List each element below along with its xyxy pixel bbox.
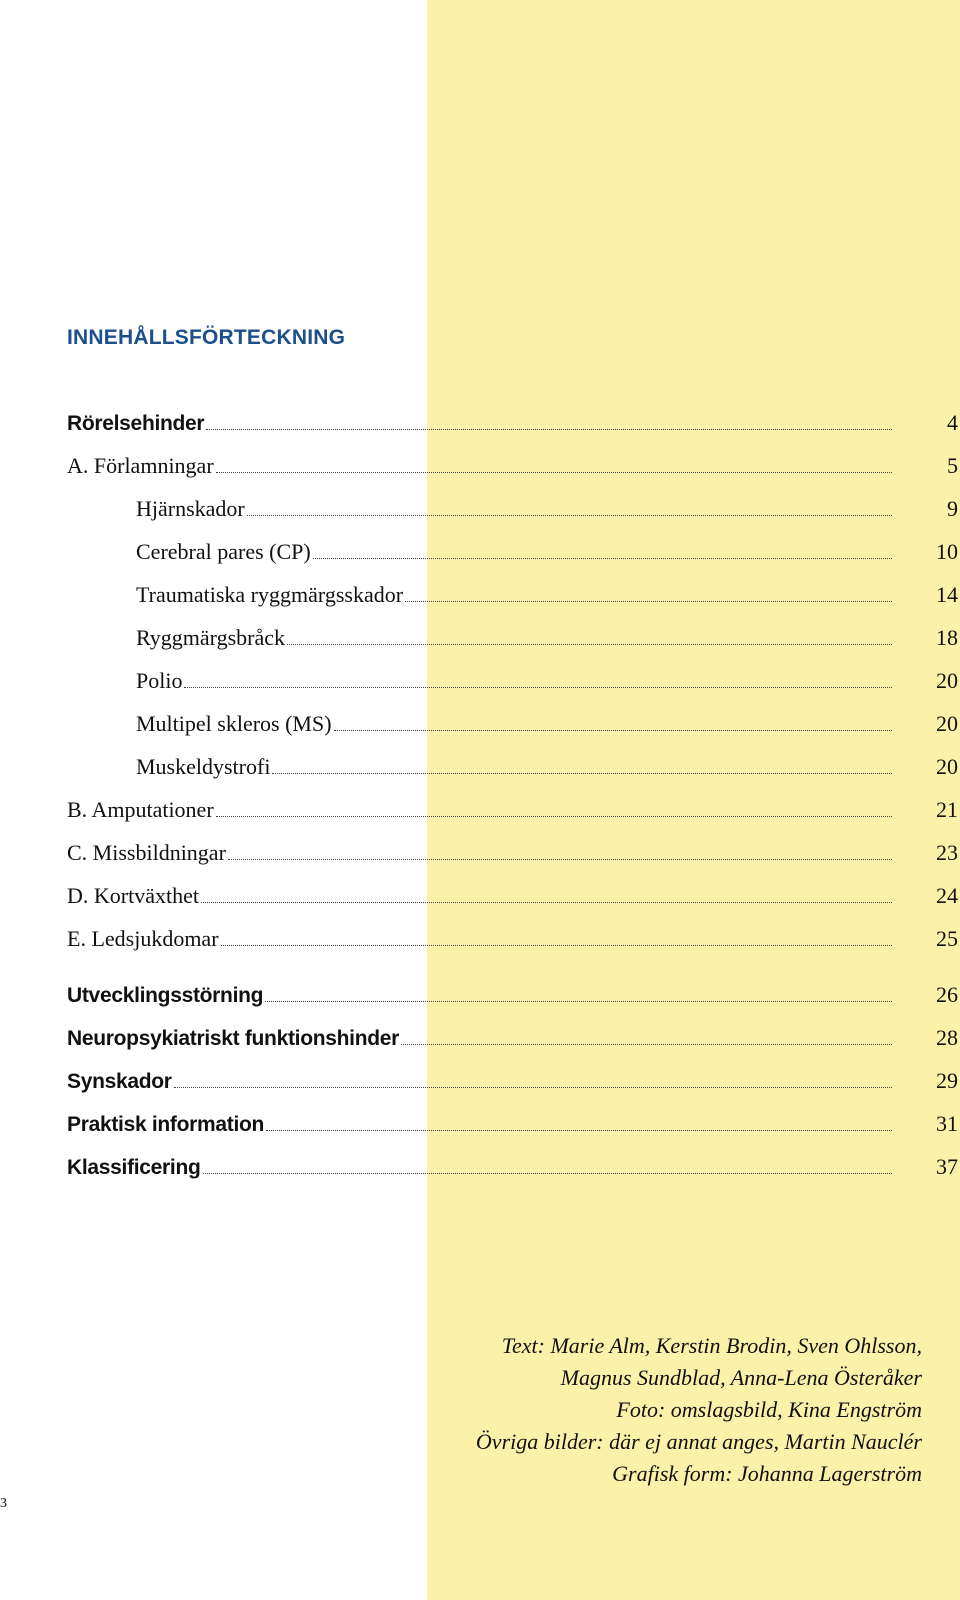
toc-entry-missbildningar[interactable]	[67, 840, 960, 883]
toc-entry-muskeldystrofi[interactable]	[67, 754, 960, 797]
page-number: 3	[0, 1496, 7, 1511]
toc-entry-kortvaxthet[interactable]	[67, 883, 960, 926]
toc-entry-multipel-skleros[interactable]	[67, 711, 960, 754]
toc-dot-leader	[287, 644, 892, 645]
toc-entry-praktisk-information[interactable]	[67, 1111, 960, 1154]
credit-line-text-cont: Magnus Sundblad, Anna-Lena Österåker	[560, 1365, 922, 1390]
toc-entry-label: E. Ledsjukdomar	[67, 926, 219, 951]
toc-dot-leader	[313, 558, 892, 559]
toc-entry-page: 25	[936, 926, 958, 951]
toc-entry-label: Synskador	[67, 1070, 172, 1093]
toc-entry-label: Traumatiska ryggmärgsskador	[136, 582, 404, 607]
toc-entry-page: 10	[936, 539, 958, 564]
toc-entry-traumatiska-ryggmargsskador[interactable]	[67, 582, 960, 625]
toc-entry-page: 14	[936, 582, 958, 607]
toc-entry-page: 9	[947, 496, 958, 521]
toc-entry-label: B. Amputationer	[67, 797, 214, 822]
toc-heading: INNEHÅLLSFÖRTECKNING	[67, 326, 346, 349]
toc-entry-page: 31	[936, 1111, 958, 1136]
toc-entry-label: Hjärnskador	[136, 496, 245, 521]
toc-dot-leader	[221, 945, 892, 946]
toc-entry-page: 18	[936, 625, 958, 650]
toc-entry-page: 21	[936, 797, 958, 822]
toc-entry-page: 20	[936, 668, 958, 693]
toc-entry-polio[interactable]	[67, 668, 960, 711]
toc-entry-label: Utvecklingsstörning	[67, 984, 264, 1007]
toc-entry-rorelsehinder[interactable]	[67, 410, 960, 453]
credit-line-design: Grafisk form: Johanna Lagerström	[612, 1461, 922, 1486]
toc-dot-leader	[228, 859, 892, 860]
toc-entry-label: C. Missbildningar	[67, 840, 226, 865]
toc-entry-label: Muskeldystrofi	[136, 754, 271, 779]
credit-line-other-images: Övriga bilder: där ej annat anges, Martin Nauclér	[475, 1429, 922, 1454]
toc-entry-label: Rörelsehinder	[67, 412, 205, 435]
toc-entry-label: Cerebral pares (CP)	[136, 539, 311, 564]
credit-line-text: Text: Marie Alm, Kerstin Brodin, Sven Ohlsson,	[501, 1333, 922, 1358]
toc-dot-leader	[266, 1130, 892, 1131]
toc-entry-page: 5	[947, 453, 958, 478]
toc-entry-page: 37	[936, 1154, 958, 1179]
toc-dot-leader	[401, 1044, 892, 1045]
toc-entry-label: Praktisk information	[67, 1113, 265, 1136]
toc-dot-leader	[265, 1001, 892, 1002]
toc-entry-label: D. Kortväxthet	[67, 883, 199, 908]
toc-entry-page: 4	[947, 410, 958, 435]
toc-entry-forlamningar[interactable]	[67, 453, 960, 496]
toc-entry-synskador[interactable]	[67, 1068, 960, 1111]
toc-entry-ryggmargsbrack[interactable]	[67, 625, 960, 668]
toc-entry-label: Neuropsykiatriskt funktionshinder	[67, 1027, 399, 1050]
toc-entry-klassificering[interactable]	[67, 1154, 960, 1197]
toc-dot-leader	[247, 515, 892, 516]
toc-entry-ledsjukdomar[interactable]	[67, 926, 960, 969]
toc-entry-hjarnskador[interactable]	[67, 496, 960, 539]
toc-entry-label: A. Förlamningar	[67, 453, 214, 478]
toc-entry-cerebral-pares[interactable]	[67, 539, 960, 582]
toc-dot-leader	[201, 902, 892, 903]
toc-entry-page: 28	[936, 1025, 958, 1050]
credit-line-photo: Foto: omslagsbild, Kina Engström	[616, 1397, 922, 1422]
toc-dot-leader	[405, 601, 892, 602]
toc-entry-page: 26	[936, 982, 958, 1007]
toc-dot-leader	[272, 773, 892, 774]
toc-entry-page: 29	[936, 1068, 958, 1093]
toc-entry-label: Klassificering	[67, 1156, 201, 1179]
toc-entry-page: 24	[936, 883, 958, 908]
toc-entry-page: 20	[936, 754, 958, 779]
toc-entry-label: Polio	[136, 668, 183, 693]
toc-entry-utvecklingsstorning[interactable]	[67, 982, 960, 1025]
toc-entry-label: Ryggmärgsbråck	[136, 625, 286, 650]
toc-dot-leader	[334, 730, 892, 731]
toc-entry-page: 23	[936, 840, 958, 865]
toc-entry-page: 20	[936, 711, 958, 736]
table-of-contents	[67, 410, 960, 1197]
toc-dot-leader	[203, 1173, 892, 1174]
toc-dot-leader	[216, 472, 892, 473]
toc-entry-neuropsykiatriskt-funktionshinder[interactable]	[67, 1025, 960, 1068]
credits-block	[402, 1330, 922, 1490]
toc-dot-leader	[206, 429, 892, 430]
toc-dot-leader	[216, 816, 892, 817]
toc-dot-leader	[174, 1087, 892, 1088]
toc-entry-label: Multipel skleros (MS)	[136, 711, 332, 736]
toc-dot-leader	[184, 687, 892, 688]
toc-entry-amputationer[interactable]	[67, 797, 960, 840]
